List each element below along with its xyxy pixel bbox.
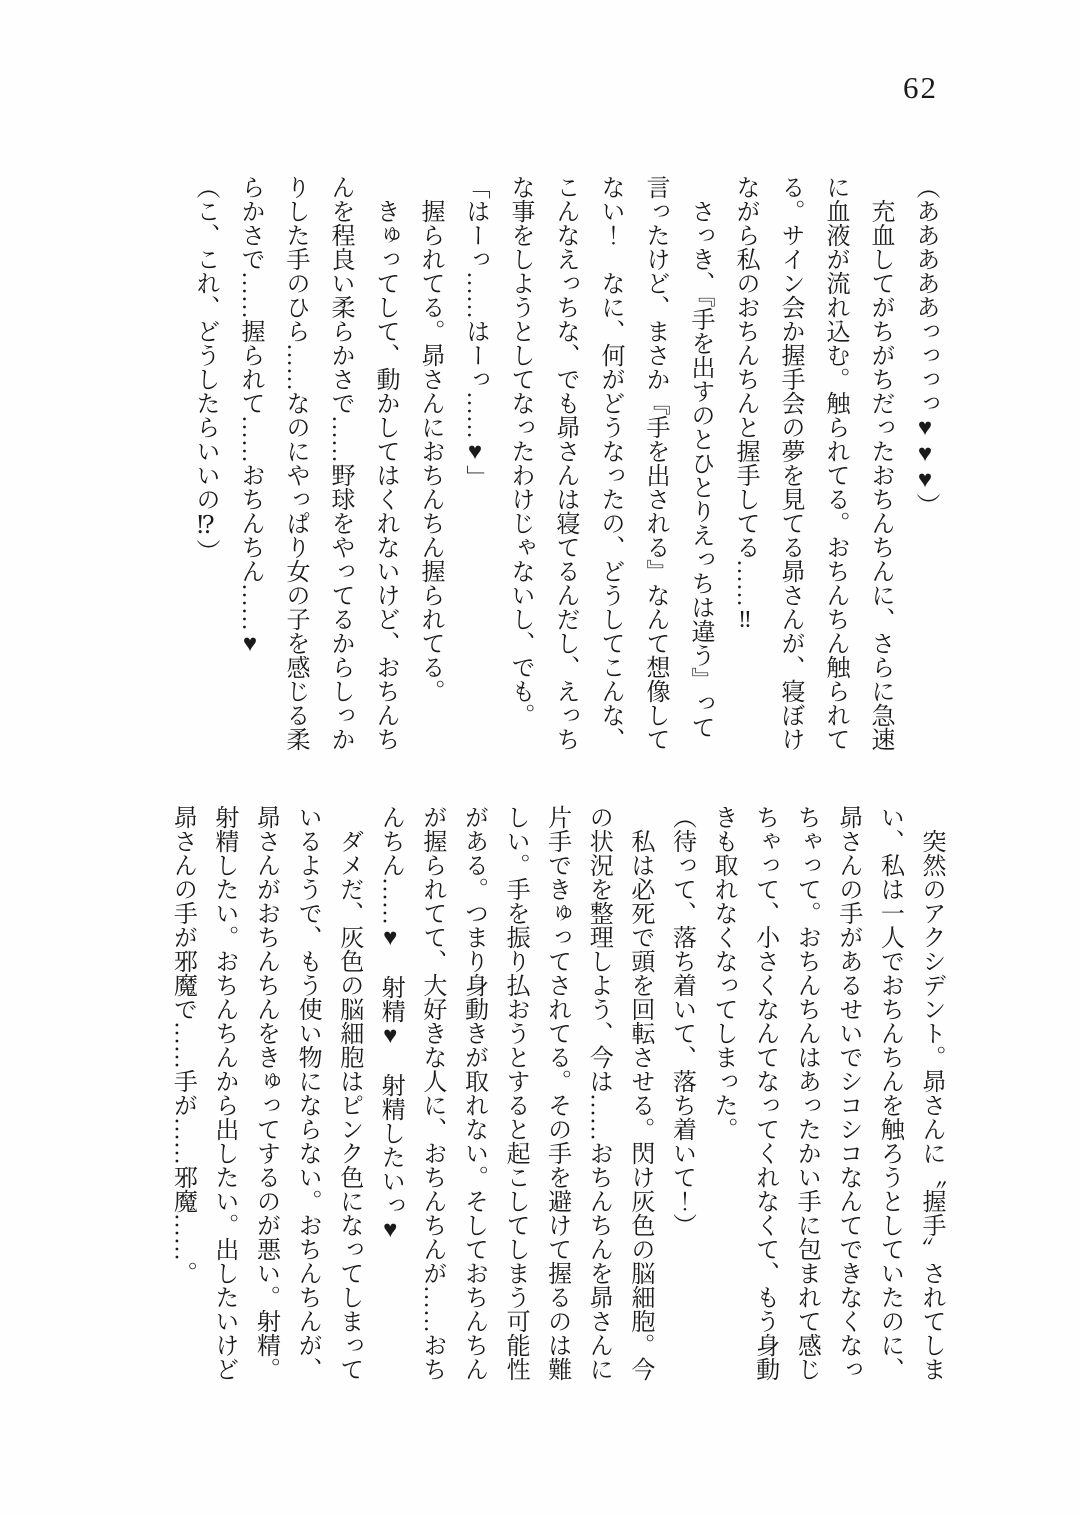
text-line: が握られてて、大好きな人に、おちんちんが……おち — [418, 805, 445, 1381]
text-block-bottom — [160, 805, 951, 1395]
text-line: の状況を整理しよう、今は……おちんちんを昴さんに — [585, 805, 612, 1381]
text-line: きも取れなくなってしまった。 — [710, 805, 737, 1141]
text-line: りした手のひら……なのにやっぱり女の子を感じる柔 — [282, 175, 308, 751]
text-line: らかさで……握られて……おちんちん……♥ — [237, 175, 263, 657]
text-line: ない！ なに、何がどうなったの、どうしてこんな、 — [597, 175, 623, 751]
text-line: いるようで、もう使い物にならない。おちんちんが、 — [294, 805, 321, 1381]
text-line: きゅってして、動かしてはくれないけど、おちんち — [372, 175, 398, 751]
text-line: ながら私のおちんちんと握手してる……‼ — [732, 175, 758, 633]
text-line: （待って、落ち着いて、落ち着いて！） — [668, 805, 695, 1237]
text-line: ダメだ、灰色の脳細胞はピンク色になってしまって — [335, 805, 362, 1381]
text-line: い、私は一人でおちんちんを触ろうとしていたのに、 — [876, 805, 903, 1381]
text-line: 私は必死で頭を回転させる。閃け灰色の脳細胞。今 — [626, 805, 653, 1381]
text-line: 昴さんがおちんちんをきゅってするのが悪い。射精。 — [252, 805, 279, 1381]
text-line: んちん……♥ 射精♥ 射精したいっ♥ — [377, 805, 404, 1243]
text-line: 射精したい。おちんちんから出したい。出したいけど — [210, 805, 237, 1381]
text-line: がある。つまり身動きが取れない。そしておちんちん — [460, 805, 487, 1381]
text-line: ちゃって。おちんちんはあったかい手に包まれて感じ — [793, 805, 820, 1381]
text-block-top — [182, 175, 947, 765]
text-line: 握られてる。昴さんにおちんちん握られてる。 — [417, 175, 443, 703]
text-line: 充血してがちがちだったおちんちんに、さらに急速 — [867, 175, 893, 751]
text-line: 昴さんの手が邪魔で……手が……邪魔……。 — [169, 805, 196, 1285]
text-line: こんなえっちな、でも昴さんは寝てるんだし、えっち — [552, 175, 578, 751]
text-line: さっき、『手を出すのとひとりえっちは違う』って — [687, 175, 713, 739]
text-line: に血液が流れ込む。触られてる。おちんちん触られて — [822, 175, 848, 751]
text-line: 片手できゅってされてる。その手を避けて握るのは難 — [543, 805, 570, 1381]
text-line: 突然のアクシデント。昴さんに〝握手〟されてしま — [918, 805, 944, 1381]
text-line: な事をしようとしてなったわけじゃないし、でも。 — [507, 175, 533, 727]
text-line: 「はーっ……はーっ……♥」 — [462, 175, 488, 489]
text-line: しい。手を振り払おうとすると起こしてしまう可能性 — [502, 805, 529, 1381]
text-line: （あああああっっっっ♥♥♥） — [912, 175, 938, 517]
text-line: ちゃって、小さくなんてなってくれなくて、もう身動 — [751, 805, 778, 1381]
text-line: んを程良い柔らかさで……野球をやってるからしっか — [327, 175, 353, 751]
text-line: 言ったけど、まさか『手を出される』なんて想像して — [642, 175, 668, 751]
text-line: （こ、これ、どうしたらいいの⁉） — [192, 175, 218, 563]
page-number: 62 — [903, 70, 938, 105]
text-line: 昴さんの手があるせいでシコシコなんてできなくなっ — [834, 805, 861, 1381]
text-line: る。サイン会か握手会の夢を見てる昴さんが、寝ぼけ — [777, 175, 803, 751]
